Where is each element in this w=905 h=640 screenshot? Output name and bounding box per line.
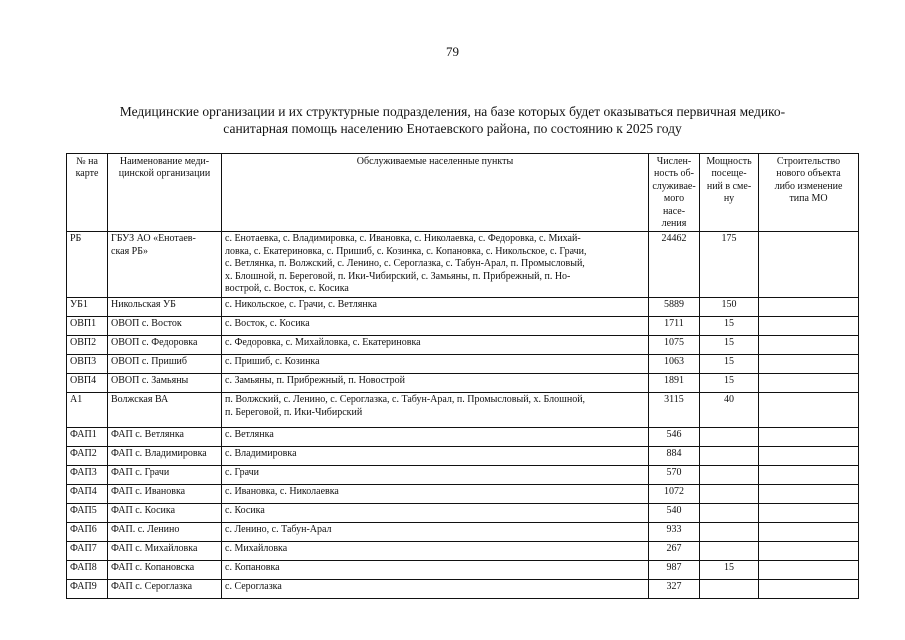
construction-cell (759, 542, 859, 561)
table-row (67, 355, 859, 374)
capacity-cell (700, 580, 759, 599)
table-row (67, 542, 859, 561)
construction-cell (759, 393, 859, 428)
served-settlements-cell: с. Ветлянка (222, 428, 649, 447)
organization-name-cell: ОВОП с. Замьяны (108, 374, 222, 393)
construction-cell (759, 336, 859, 355)
served-settlements-cell: с. Ивановка, с. Николаевка (222, 485, 649, 504)
served-settlements-cell: с. Копановка (222, 561, 649, 580)
served-settlements-cell: с. Владимировка (222, 447, 649, 466)
organization-name-cell: ФАП с. Михайловка (108, 542, 222, 561)
capacity-cell (700, 428, 759, 447)
capacity-cell (700, 485, 759, 504)
population-cell: 327 (649, 580, 700, 599)
capacity-cell: 150 (700, 298, 759, 317)
population-cell: 1075 (649, 336, 700, 355)
population-cell: 1063 (649, 355, 700, 374)
table-row (67, 485, 859, 504)
served-settlements-cell: с. Пришиб, с. Козинка (222, 355, 649, 374)
capacity-cell (700, 466, 759, 485)
table-row (67, 393, 859, 428)
table-row (67, 561, 859, 580)
capacity-cell: 15 (700, 355, 759, 374)
organization-name-cell: ФАП с. Ивановка (108, 485, 222, 504)
table-row (67, 428, 859, 447)
population-cell: 540 (649, 504, 700, 523)
map-number-cell: ОВП3 (67, 355, 108, 374)
organization-name-cell: ОВОП с. Федоровка (108, 336, 222, 355)
map-number-cell: ФАП9 (67, 580, 108, 599)
header-capacity: Мощность посеще- ний в сме- ну (700, 154, 759, 232)
document-title (70, 103, 835, 137)
table-row (67, 232, 859, 298)
capacity-cell (700, 523, 759, 542)
construction-cell (759, 374, 859, 393)
capacity-cell: 175 (700, 232, 759, 298)
served-settlements-cell: с. Грачи (222, 466, 649, 485)
population-cell: 5889 (649, 298, 700, 317)
header-construction: Строительство нового объекта либо изменение типа МО (759, 154, 859, 232)
organization-name-cell: ФАП с. Ветлянка (108, 428, 222, 447)
organization-name-cell: ОВОП с. Пришиб (108, 355, 222, 374)
served-settlements-cell: с. Косика (222, 504, 649, 523)
construction-cell (759, 466, 859, 485)
table-row (67, 298, 859, 317)
capacity-cell (700, 504, 759, 523)
map-number-cell: ФАП8 (67, 561, 108, 580)
construction-cell (759, 428, 859, 447)
population-cell: 546 (649, 428, 700, 447)
served-settlements-cell: с. Восток, с. Косика (222, 317, 649, 336)
organization-name-cell: Волжская ВА (108, 393, 222, 428)
served-settlements-cell: с. Сероглазка (222, 580, 649, 599)
map-number-cell: ФАП1 (67, 428, 108, 447)
capacity-cell (700, 447, 759, 466)
page-number: 79 (446, 44, 459, 59)
organization-name-cell: ОВОП с. Восток (108, 317, 222, 336)
medical-organizations-table (66, 153, 859, 599)
served-settlements-cell: с. Замьяны, п. Прибрежный, п. Новострой (222, 374, 649, 393)
served-settlements-cell: п. Волжский, с. Ленино, с. Сероглазка, с. Табун-Арал, п. Промысловый, х. Блошной, п. Береговой, п. Ики-Чибирский (222, 393, 649, 428)
map-number-cell: ФАП6 (67, 523, 108, 542)
construction-cell (759, 317, 859, 336)
population-cell: 884 (649, 447, 700, 466)
population-cell: 1891 (649, 374, 700, 393)
organization-name-cell: ФАП с. Сероглазка (108, 580, 222, 599)
organization-name-cell: ФАП с. Владимировка (108, 447, 222, 466)
title-line-2: санитарная помощь населению Енотаевского района, по состоянию к 2025 году (223, 121, 682, 136)
construction-cell (759, 232, 859, 298)
organization-name-cell: ФАП. с. Ленино (108, 523, 222, 542)
organization-name-cell: ГБУЗ АО «Енотаев- ская РБ» (108, 232, 222, 298)
capacity-cell: 15 (700, 317, 759, 336)
map-number-cell: ОВП4 (67, 374, 108, 393)
table-header-row (67, 154, 859, 232)
construction-cell (759, 561, 859, 580)
construction-cell (759, 298, 859, 317)
map-number-cell: ФАП2 (67, 447, 108, 466)
table-row (67, 580, 859, 599)
construction-cell (759, 580, 859, 599)
map-number-cell: ФАП5 (67, 504, 108, 523)
map-number-cell: А1 (67, 393, 108, 428)
construction-cell (759, 523, 859, 542)
construction-cell (759, 504, 859, 523)
population-cell: 933 (649, 523, 700, 542)
organization-name-cell: ФАП с. Грачи (108, 466, 222, 485)
header-population: Числен- ность об- служивае- мого насе- ления (649, 154, 700, 232)
population-cell: 1711 (649, 317, 700, 336)
population-cell: 570 (649, 466, 700, 485)
construction-cell (759, 355, 859, 374)
organization-name-cell: ФАП с. Копановска (108, 561, 222, 580)
population-cell: 987 (649, 561, 700, 580)
map-number-cell: ФАП4 (67, 485, 108, 504)
map-number-cell: ОВП2 (67, 336, 108, 355)
population-cell: 24462 (649, 232, 700, 298)
table-row (67, 374, 859, 393)
organization-name-cell: ФАП с. Косика (108, 504, 222, 523)
population-cell: 1072 (649, 485, 700, 504)
population-cell: 3115 (649, 393, 700, 428)
map-number-cell: РБ (67, 232, 108, 298)
header-organization-name: Наименование меди- цинской организации (108, 154, 222, 232)
table-row (67, 504, 859, 523)
capacity-cell (700, 542, 759, 561)
construction-cell (759, 447, 859, 466)
header-map-number: № на карте (67, 154, 108, 232)
served-settlements-cell: с. Енотаевка, с. Владимировка, с. Ивановка, с. Николаевка, с. Федоровка, с. Михай- ловка, с. Екатериновка, с. Пришиб, с. Козинка, с. Копановка, с. Никольское, с. Грачи, с. Ветлянка, п. Волжский, с. Ленино, с. Сероглазка, с. Табун-Арал, п. Промысловый, х. Блошной, п. Береговой, п. Ики-Чибирский, с. Замьяны, п. Прибрежный, п. Но- вострой, с. Восток, с. Косика (222, 232, 649, 298)
table-row (67, 336, 859, 355)
served-settlements-cell: с. Никольское, с. Грачи, с. Ветлянка (222, 298, 649, 317)
organization-name-cell: Никольская УБ (108, 298, 222, 317)
served-settlements-cell: с. Ленино, с. Табун-Арал (222, 523, 649, 542)
table-row (67, 466, 859, 485)
table-row (67, 317, 859, 336)
map-number-cell: ФАП7 (67, 542, 108, 561)
construction-cell (759, 485, 859, 504)
capacity-cell: 15 (700, 561, 759, 580)
map-number-cell: УБ1 (67, 298, 108, 317)
served-settlements-cell: с. Михайловка (222, 542, 649, 561)
served-settlements-cell: с. Федоровка, с. Михайловка, с. Екатериновка (222, 336, 649, 355)
map-number-cell: ФАП3 (67, 466, 108, 485)
title-line-1: Медицинские организации и их структурные подразделения, на базе которых будет оказываться первичная медико- (119, 104, 786, 119)
header-served-settlements: Обслуживаемые населенные пункты (222, 154, 649, 232)
map-number-cell: ОВП1 (67, 317, 108, 336)
table-row (67, 447, 859, 466)
capacity-cell: 15 (700, 374, 759, 393)
population-cell: 267 (649, 542, 700, 561)
capacity-cell: 40 (700, 393, 759, 428)
table-row (67, 523, 859, 542)
capacity-cell: 15 (700, 336, 759, 355)
